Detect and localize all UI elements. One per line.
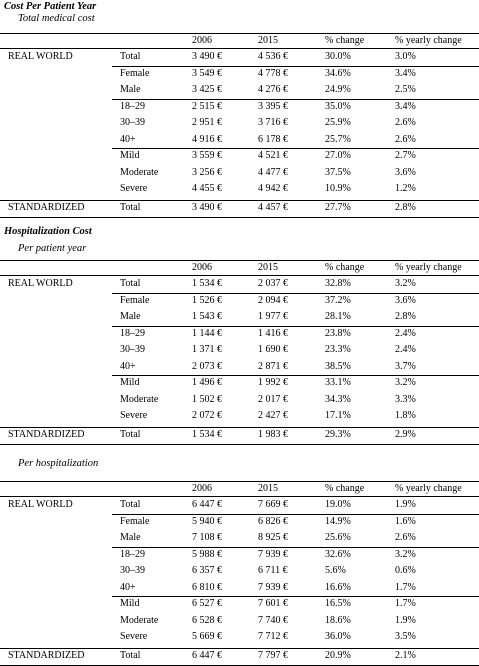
group-label-real-world: REAL WORLD xyxy=(8,499,73,510)
table-cell: 4 521 € xyxy=(258,150,288,161)
table-row xyxy=(0,167,479,184)
row-label: Moderate xyxy=(120,614,159,626)
row-label: 40+ xyxy=(120,581,136,593)
table-cell: 32.6% xyxy=(325,548,351,560)
table-cell: 25.6% xyxy=(325,532,351,543)
standardized-rule xyxy=(0,200,479,201)
row-label: 40+ xyxy=(120,133,136,145)
table-cell: 14.9% xyxy=(325,515,351,527)
row-label: Total xyxy=(120,278,141,289)
table-cell: 1 526 € xyxy=(192,294,222,306)
row-label: 18–29 xyxy=(120,548,145,560)
table-cell: 1 371 € xyxy=(192,344,222,355)
table-subtitle: Per hospitalization xyxy=(18,458,99,469)
table-cell: 27.0% xyxy=(325,150,351,161)
table-cell: 1 144 € xyxy=(192,327,222,339)
table-cell: 3 559 € xyxy=(192,150,222,161)
table-cell: 1 534 € xyxy=(192,428,222,440)
table-cell: 7 108 € xyxy=(192,532,222,543)
table-cell: 5 669 € xyxy=(192,631,222,642)
table-cell: 2 073 € xyxy=(192,360,222,372)
table-cell: 7 797 € xyxy=(258,649,288,661)
table-cell: 7 669 € xyxy=(258,499,288,510)
table-cell: 3.6% xyxy=(395,294,416,306)
table-cell: 3 256 € xyxy=(192,166,222,178)
column-header: % change xyxy=(325,262,365,273)
column-header: % change xyxy=(325,483,365,494)
table-cell: 7 712 € xyxy=(258,631,288,642)
row-label: Female xyxy=(120,515,150,527)
table-cell: 6 711 € xyxy=(258,565,288,576)
column-header: % yearly change xyxy=(395,35,462,46)
table-cell: 16.5% xyxy=(325,598,351,609)
table-cell: 6 447 € xyxy=(192,649,222,661)
table-cell: 16.6% xyxy=(325,581,351,593)
group-separator xyxy=(112,99,479,100)
column-header: 2015 xyxy=(258,483,278,494)
table-cell: 18.6% xyxy=(325,614,351,626)
column-header: % yearly change xyxy=(395,262,462,273)
table-cell: 4 457 € xyxy=(258,201,288,213)
table-cell: 33.1% xyxy=(325,377,351,388)
table-cell: 1.6% xyxy=(395,515,416,527)
table-cell: 6 527 € xyxy=(192,598,222,609)
table-cell: 23.3% xyxy=(325,344,351,355)
table-row xyxy=(0,565,479,582)
table-cell: 1 690 € xyxy=(258,344,288,355)
table-top-rule xyxy=(0,260,479,261)
table-cell: 1.9% xyxy=(395,614,416,626)
standardized-rule xyxy=(0,648,479,649)
table-row xyxy=(0,101,479,118)
table-cell: 2.7% xyxy=(395,150,416,161)
column-header: 2006 xyxy=(192,35,212,46)
group-label-standardized: STANDARDIZED xyxy=(8,201,85,213)
row-label: Male xyxy=(120,311,141,322)
table-top-rule xyxy=(0,33,479,34)
table-cell: 2 017 € xyxy=(258,393,288,405)
table-cell: 4 455 € xyxy=(192,183,222,194)
row-label: Mild xyxy=(120,377,140,388)
group-label-real-world: REAL WORLD xyxy=(8,51,73,62)
table-cell: 6 810 € xyxy=(192,581,222,593)
table-cell: 5 940 € xyxy=(192,515,222,527)
table-cell: 19.0% xyxy=(325,499,351,510)
table-cell: 20.9% xyxy=(325,649,351,661)
table-cell: 25.9% xyxy=(325,117,351,128)
table-row xyxy=(0,344,479,361)
row-label: Severe xyxy=(120,183,148,194)
table-cell: 7 939 € xyxy=(258,581,288,593)
column-header: % change xyxy=(325,35,365,46)
row-label: Total xyxy=(120,649,141,661)
table-cell: 3 490 € xyxy=(192,201,222,213)
group-label-real-world: REAL WORLD xyxy=(8,278,73,289)
table-cell: 1.8% xyxy=(395,410,416,421)
table-row xyxy=(0,598,479,615)
table-cell: 6 826 € xyxy=(258,515,288,527)
table-cell: 30.0% xyxy=(325,51,351,62)
row-label: 30–39 xyxy=(120,344,145,355)
row-label: Total xyxy=(120,428,141,440)
table-cell: 1 983 € xyxy=(258,428,288,440)
table-cell: 34.6% xyxy=(325,67,351,79)
table-cell: 5.6% xyxy=(325,565,346,576)
row-label: Total xyxy=(120,499,141,510)
row-label: Mild xyxy=(120,598,140,609)
table-cell: 2.4% xyxy=(395,344,416,355)
column-header: 2015 xyxy=(258,35,278,46)
table-cell: 1.9% xyxy=(395,499,416,510)
table-cell: 2 072 € xyxy=(192,410,222,421)
table-title: Cost Per Patient Year xyxy=(4,1,97,12)
table-row xyxy=(0,295,479,312)
table-cell: 24.9% xyxy=(325,84,351,95)
table-cell: 27.7% xyxy=(325,201,351,213)
column-header: 2006 xyxy=(192,262,212,273)
table-cell: 2.8% xyxy=(395,311,416,322)
table-cell: 1 543 € xyxy=(192,311,222,322)
table-cell: 2 094 € xyxy=(258,294,288,306)
table-cell: 7 601 € xyxy=(258,598,288,609)
table-cell: 3 395 € xyxy=(258,100,288,112)
table-row xyxy=(0,631,479,648)
table-row xyxy=(0,549,479,566)
row-label: Severe xyxy=(120,631,148,642)
table-cell: 2.6% xyxy=(395,133,416,145)
table-cell: 36.0% xyxy=(325,631,351,642)
table-cell: 2 037 € xyxy=(258,278,288,289)
table-cell: 3 425 € xyxy=(192,84,222,95)
table-cell: 3.4% xyxy=(395,67,416,79)
table-cell: 6 447 € xyxy=(192,499,222,510)
row-label: 18–29 xyxy=(120,327,145,339)
table-subtitle: Per patient year xyxy=(18,243,87,254)
table-cell: 0.6% xyxy=(395,565,416,576)
table-cell: 1.7% xyxy=(395,581,416,593)
table-cell: 2.4% xyxy=(395,327,416,339)
table-top-rule xyxy=(0,481,479,482)
table-cell: 28.1% xyxy=(325,311,351,322)
table-cell: 3.3% xyxy=(395,393,416,405)
table-cell: 1 502 € xyxy=(192,393,222,405)
table-cell: 2.6% xyxy=(395,532,416,543)
table-cell: 23.8% xyxy=(325,327,351,339)
table-cell: 3.6% xyxy=(395,166,416,178)
table-cell: 1.7% xyxy=(395,598,416,609)
header-rule xyxy=(0,48,479,49)
table-cell: 35.0% xyxy=(325,100,351,112)
section-title-hospitalization: Hospitalization Cost xyxy=(4,226,92,237)
table-cell: 1 977 € xyxy=(258,311,288,322)
table-cell: 3 716 € xyxy=(258,117,288,128)
standardized-rule xyxy=(0,427,479,428)
group-separator xyxy=(112,547,479,548)
table-row xyxy=(0,394,479,411)
header-rule xyxy=(0,275,479,276)
table-cell: 32.8% xyxy=(325,278,351,289)
table-cell: 4 778 € xyxy=(258,67,288,79)
table-cell: 4 942 € xyxy=(258,183,288,194)
table-cell: 6 357 € xyxy=(192,565,222,576)
row-label: Male xyxy=(120,84,141,95)
table-cell: 4 536 € xyxy=(258,51,288,62)
table-cell: 38.5% xyxy=(325,360,351,372)
table-cell: 3.0% xyxy=(395,51,416,62)
table-cell: 3 549 € xyxy=(192,67,222,79)
table-cell: 2.5% xyxy=(395,84,416,95)
row-label: Female xyxy=(120,67,150,79)
table-cell: 5 988 € xyxy=(192,548,222,560)
table-bottom-rule xyxy=(0,217,479,218)
row-label: Male xyxy=(120,532,141,543)
table-cell: 37.2% xyxy=(325,294,351,306)
table-cell: 25.7% xyxy=(325,133,351,145)
table-cell: 2 871 € xyxy=(258,360,288,372)
group-separator xyxy=(112,326,479,327)
group-label-standardized: STANDARDIZED xyxy=(8,649,85,661)
table-cell: 1 496 € xyxy=(192,377,222,388)
table-cell: 1 416 € xyxy=(258,327,288,339)
group-separator xyxy=(112,596,479,597)
row-label: 40+ xyxy=(120,360,136,372)
row-label: Mild xyxy=(120,150,140,161)
group-separator xyxy=(112,375,479,376)
table-cell: 2.6% xyxy=(395,117,416,128)
column-header: 2006 xyxy=(192,483,212,494)
table-cell: 4 477 € xyxy=(258,166,288,178)
table-cell: 3.4% xyxy=(395,100,416,112)
table-cell: 8 925 € xyxy=(258,532,288,543)
table-cell: 7 939 € xyxy=(258,548,288,560)
table-cell: 3.7% xyxy=(395,360,416,372)
row-label: Total xyxy=(120,51,141,62)
table-cell: 3.2% xyxy=(395,377,416,388)
table-cell: 3 490 € xyxy=(192,51,222,62)
table-row xyxy=(0,117,479,134)
group-separator xyxy=(112,148,479,149)
row-label: Moderate xyxy=(120,166,159,178)
table-cell: 3.2% xyxy=(395,548,416,560)
row-label: Moderate xyxy=(120,393,159,405)
table-cell: 2.8% xyxy=(395,201,416,213)
table-cell: 4 276 € xyxy=(258,84,288,95)
table-cell: 3.2% xyxy=(395,278,416,289)
table-row xyxy=(0,150,479,167)
table-cell: 2 427 € xyxy=(258,410,288,421)
table-cell: 3.5% xyxy=(395,631,416,642)
table-cell: 2 515 € xyxy=(192,100,222,112)
table-cell: 37.5% xyxy=(325,166,351,178)
group-separator xyxy=(112,293,479,294)
row-label: Severe xyxy=(120,410,148,421)
table-cell: 4 916 € xyxy=(192,133,222,145)
table-cell: 1 534 € xyxy=(192,278,222,289)
table-row xyxy=(0,377,479,394)
row-label: 30–39 xyxy=(120,565,145,576)
row-label: Female xyxy=(120,294,150,306)
table-cell: 34.3% xyxy=(325,393,351,405)
table-row xyxy=(0,183,479,200)
group-label-standardized: STANDARDIZED xyxy=(8,428,85,440)
column-header: % yearly change xyxy=(395,483,462,494)
row-label: 30–39 xyxy=(120,117,145,128)
table-cell: 2.9% xyxy=(395,428,416,440)
header-rule xyxy=(0,496,479,497)
table-row xyxy=(0,615,479,632)
table-row xyxy=(0,410,479,427)
table-cell: 1.2% xyxy=(395,183,416,194)
column-header: 2015 xyxy=(258,262,278,273)
table-cell: 2.1% xyxy=(395,649,416,661)
table-cell: 6 178 € xyxy=(258,133,288,145)
table-cell: 7 740 € xyxy=(258,614,288,626)
table-cell: 17.1% xyxy=(325,410,351,421)
table-bottom-rule xyxy=(0,444,479,445)
table-row xyxy=(0,68,479,85)
row-label: Total xyxy=(120,201,141,213)
table-cell: 29.3% xyxy=(325,428,351,440)
group-separator xyxy=(112,66,479,67)
table-bottom-rule xyxy=(0,665,479,666)
table-cell: 6 528 € xyxy=(192,614,222,626)
table-cell: 2 951 € xyxy=(192,117,222,128)
table-cell: 1 992 € xyxy=(258,377,288,388)
group-separator xyxy=(112,514,479,515)
row-label: 18–29 xyxy=(120,100,145,112)
table-subtitle: Total medical cost xyxy=(18,13,95,24)
table-row xyxy=(0,328,479,345)
table-row xyxy=(0,516,479,533)
table-cell: 10.9% xyxy=(325,183,351,194)
